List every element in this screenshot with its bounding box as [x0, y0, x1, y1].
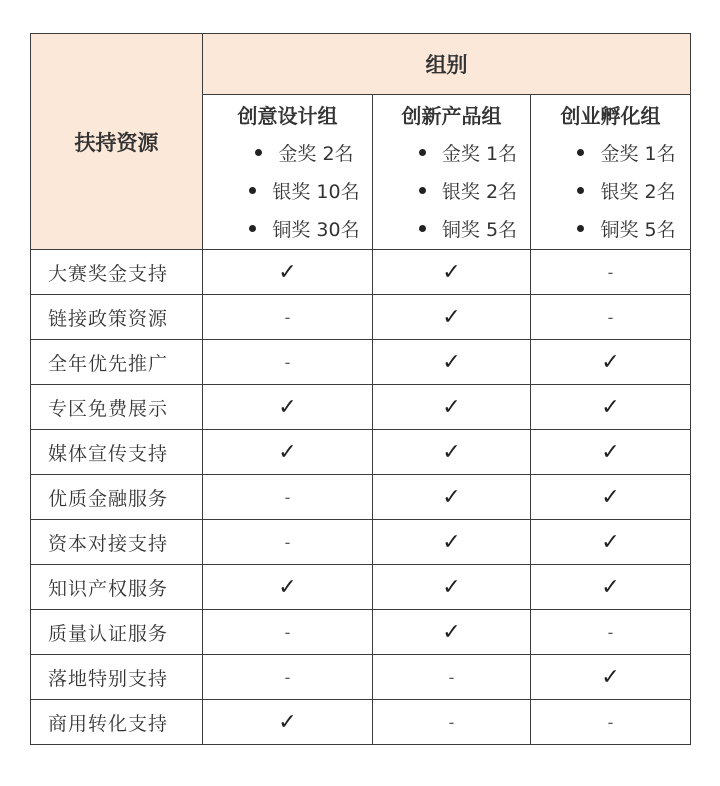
mark-cell: [373, 475, 531, 520]
check-mark-icon: ✓: [278, 394, 297, 420]
mark-cell: [531, 610, 691, 655]
resource-label: 专区免费展示: [31, 385, 203, 430]
award-text: 铜奖 5名: [600, 219, 676, 241]
dash-mark: -: [607, 622, 614, 642]
award-item: [237, 173, 372, 211]
table-row: [31, 610, 691, 655]
dash-mark: -: [607, 307, 614, 327]
table-row: [31, 520, 691, 565]
resource-label: 全年优先推广: [31, 340, 203, 385]
table-row: [31, 430, 691, 475]
table-row: [31, 295, 691, 340]
check-mark-icon: ✓: [601, 439, 620, 465]
dash-mark: -: [284, 307, 291, 327]
corner-header-support-resources: 扶持资源: [31, 34, 203, 250]
resource-rows: [31, 250, 691, 745]
resource-label: 媒体宣传支持: [31, 430, 203, 475]
group-column-header-1: [203, 95, 373, 250]
mark-cell: [531, 700, 691, 745]
resource-label: 落地特别支持: [31, 655, 203, 700]
mark-cell: [373, 385, 531, 430]
award-item: [563, 173, 690, 211]
table-row: [31, 700, 691, 745]
mark-cell: [203, 250, 373, 295]
dash-mark: -: [284, 667, 291, 687]
award-item: [406, 173, 530, 211]
dash-mark: -: [284, 622, 291, 642]
group-column-header-3: [531, 95, 691, 250]
award-text: 银奖 10名: [272, 181, 360, 203]
mark-cell: [531, 565, 691, 610]
check-mark-icon: ✓: [442, 574, 461, 600]
award-list: [203, 135, 372, 249]
table-row: [31, 250, 691, 295]
bullet-icon: [255, 149, 262, 156]
check-mark-icon: ✓: [442, 439, 461, 465]
award-text: 金奖 1名: [600, 143, 676, 165]
award-item: [563, 211, 690, 249]
mark-cell: [203, 610, 373, 655]
dash-mark: -: [448, 712, 455, 732]
mark-cell: [373, 295, 531, 340]
award-item: [406, 211, 530, 249]
group-name: 创新产品组: [401, 104, 502, 128]
table-row: [31, 655, 691, 700]
award-text: 铜奖 30名: [272, 219, 360, 241]
dash-mark: -: [284, 352, 291, 372]
check-mark-icon: ✓: [442, 484, 461, 510]
table-row: [31, 340, 691, 385]
group-column-header-2: [373, 95, 531, 250]
mark-cell: [531, 385, 691, 430]
group-name: 创意设计组: [237, 104, 338, 128]
resource-label: 大赛奖金支持: [31, 250, 203, 295]
mark-cell: [373, 520, 531, 565]
mark-cell: [373, 565, 531, 610]
bullet-icon: [577, 187, 584, 194]
support-resources-table: [30, 33, 691, 745]
bullet-icon: [577, 225, 584, 232]
table-row: [31, 385, 691, 430]
award-item: [237, 135, 372, 173]
dash-mark: -: [284, 532, 291, 552]
resource-label: 质量认证服务: [31, 610, 203, 655]
award-item: [563, 135, 690, 173]
group-header: 组别: [203, 34, 691, 95]
award-list: [373, 135, 530, 249]
award-text: 铜奖 5名: [441, 219, 518, 241]
bullet-icon: [577, 149, 584, 156]
check-mark-icon: ✓: [278, 259, 297, 285]
resource-label: 商用转化支持: [31, 700, 203, 745]
mark-cell: [373, 340, 531, 385]
bullet-icon: [419, 225, 426, 232]
mark-cell: [373, 655, 531, 700]
group-name: 创业孵化组: [560, 104, 661, 128]
check-mark-icon: ✓: [442, 349, 461, 375]
mark-cell: [531, 655, 691, 700]
dash-mark: -: [607, 262, 614, 282]
resource-label: 链接政策资源: [31, 295, 203, 340]
check-mark-icon: ✓: [601, 349, 620, 375]
table-row: [31, 565, 691, 610]
award-text: 银奖 2名: [600, 181, 676, 203]
mark-cell: [203, 475, 373, 520]
mark-cell: [203, 385, 373, 430]
mark-cell: [203, 565, 373, 610]
award-list: [531, 135, 690, 249]
mark-cell: [531, 475, 691, 520]
resource-label: 知识产权服务: [31, 565, 203, 610]
award-text: 金奖 2名: [278, 143, 354, 165]
table-row: [31, 475, 691, 520]
resource-label: 资本对接支持: [31, 520, 203, 565]
check-mark-icon: ✓: [601, 529, 620, 555]
mark-cell: [373, 700, 531, 745]
bullet-icon: [419, 187, 426, 194]
mark-cell: [531, 340, 691, 385]
bullet-icon: [249, 187, 256, 194]
bullet-icon: [249, 225, 256, 232]
mark-cell: [373, 610, 531, 655]
mark-cell: [373, 430, 531, 475]
check-mark-icon: ✓: [442, 394, 461, 420]
dash-mark: -: [284, 487, 291, 507]
award-text: 金奖 1名: [441, 143, 518, 165]
mark-cell: [531, 295, 691, 340]
check-mark-icon: ✓: [442, 529, 461, 555]
award-text: 银奖 2名: [441, 181, 518, 203]
mark-cell: [203, 430, 373, 475]
check-mark-icon: ✓: [601, 664, 620, 690]
award-item: [406, 135, 530, 173]
dash-mark: -: [448, 667, 455, 687]
bullet-icon: [419, 149, 426, 156]
check-mark-icon: ✓: [278, 709, 297, 735]
check-mark-icon: ✓: [278, 574, 297, 600]
check-mark-icon: ✓: [278, 439, 297, 465]
mark-cell: [203, 340, 373, 385]
mark-cell: [203, 700, 373, 745]
mark-cell: [531, 430, 691, 475]
check-mark-icon: ✓: [601, 484, 620, 510]
check-mark-icon: ✓: [442, 619, 461, 645]
mark-cell: [531, 250, 691, 295]
check-mark-icon: ✓: [442, 304, 461, 330]
check-mark-icon: ✓: [601, 394, 620, 420]
resource-label: 优质金融服务: [31, 475, 203, 520]
award-item: [237, 211, 372, 249]
mark-cell: [203, 655, 373, 700]
mark-cell: [203, 295, 373, 340]
mark-cell: [531, 520, 691, 565]
check-mark-icon: ✓: [442, 259, 461, 285]
mark-cell: [373, 250, 531, 295]
check-mark-icon: ✓: [601, 574, 620, 600]
dash-mark: -: [607, 712, 614, 732]
mark-cell: [203, 520, 373, 565]
